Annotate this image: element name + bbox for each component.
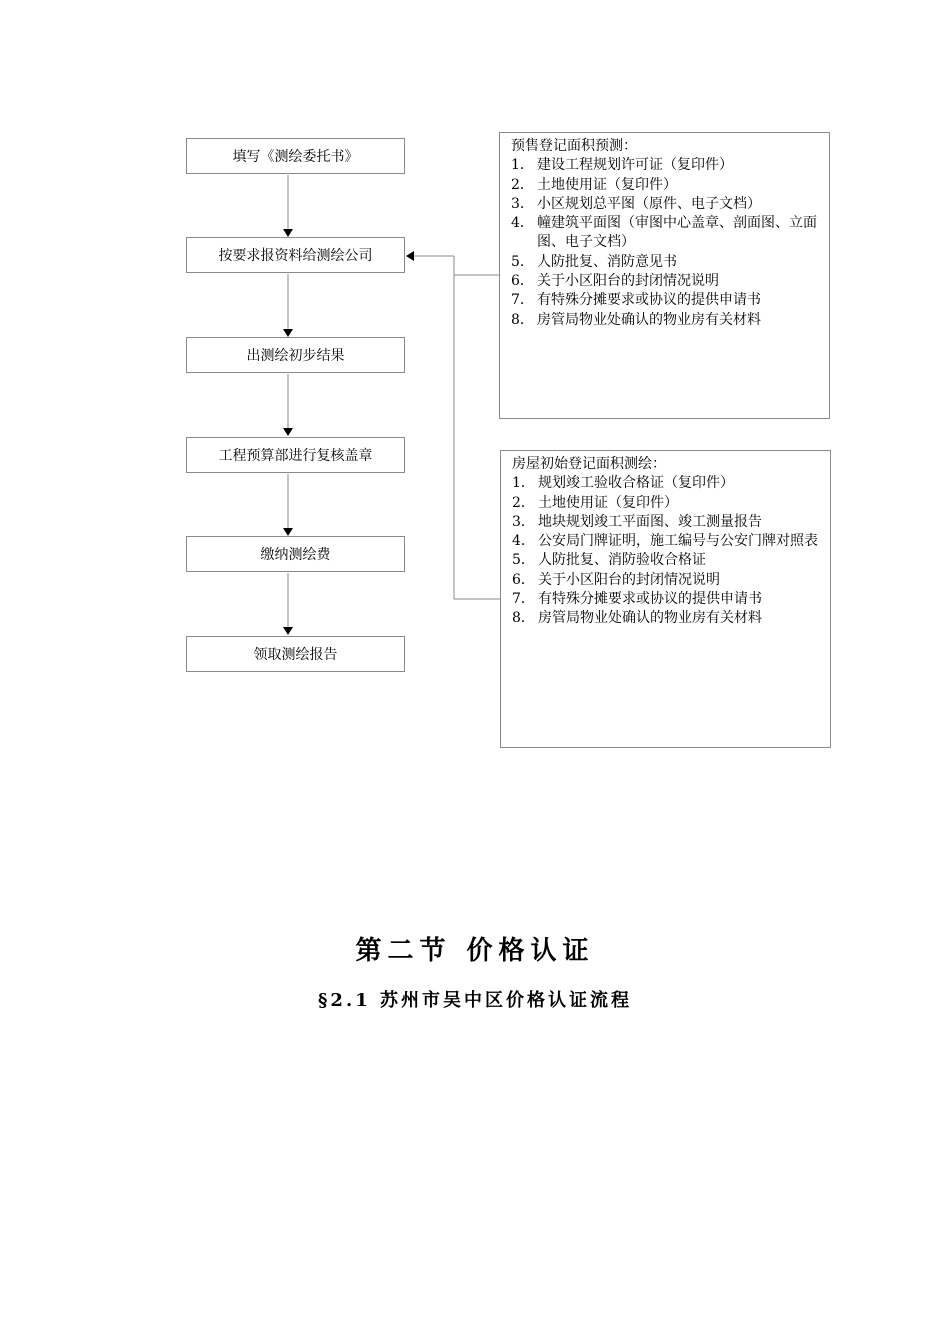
connector-presale-box <box>454 256 500 275</box>
item-number: 6． <box>511 273 534 290</box>
list-item <box>511 214 819 253</box>
list-item <box>512 494 820 513</box>
item-number: 4． <box>512 533 535 550</box>
list-item <box>512 474 820 493</box>
item-text: 房管局物业处确认的物业房有关材料 <box>537 311 761 328</box>
flow-step-label: 出测绘初步结果 <box>246 348 345 364</box>
list-item <box>512 590 820 609</box>
list-item <box>512 609 820 628</box>
flow-step-fill-form <box>186 138 405 174</box>
flow-step-collect-report <box>186 636 405 672</box>
list-item <box>512 571 820 590</box>
item-number: 3． <box>511 195 534 212</box>
flow-step-pay-fee <box>186 536 405 572</box>
item-text: 有特殊分摊要求或协议的提供申请书 <box>537 292 761 309</box>
box-title: 预售登记面积预测： <box>511 138 637 154</box>
flow-step-label: 按要求报资料给测绘公司 <box>218 248 373 264</box>
subsection-title: §2.1 苏州市吴中区价格认证流程 <box>318 990 632 1011</box>
item-number: 8． <box>512 610 535 627</box>
item-number: 2． <box>511 176 534 193</box>
list-item <box>511 176 819 195</box>
list-item <box>512 513 820 532</box>
presale-requirements-box <box>499 132 830 419</box>
section-title: 第二节 价格认证 <box>355 936 595 966</box>
item-text: 规划竣工验收合格证（复印件） <box>538 475 734 492</box>
list-item <box>512 532 820 551</box>
item-text: 房管局物业处确认的物业房有关材料 <box>538 610 762 627</box>
item-text: 地块规划竣工平面图、竣工测量报告 <box>538 513 762 530</box>
flow-step-preliminary-result <box>186 337 405 373</box>
item-text: 有特殊分摊要求或协议的提供申请书 <box>538 591 762 608</box>
flow-step-review-stamp <box>186 437 405 473</box>
flow-step-submit-materials <box>186 237 405 273</box>
item-text: 人防批复、消防验收合格证 <box>538 552 706 569</box>
item-number: 3． <box>512 513 535 530</box>
item-number: 1． <box>511 157 534 174</box>
item-text: 关于小区阳台的封闭情况说明 <box>537 273 719 290</box>
list-item <box>511 195 819 214</box>
list-item <box>511 272 819 291</box>
item-number: 6． <box>512 571 535 588</box>
connector-initial-box <box>454 256 501 599</box>
item-number: 7． <box>512 591 535 608</box>
flow-step-label: 领取测绘报告 <box>253 647 338 663</box>
item-text: 人防批复、消防意见书 <box>537 253 677 270</box>
list-item <box>511 311 819 330</box>
initial-registration-box <box>500 450 831 748</box>
item-number: 1． <box>512 475 535 492</box>
item-number: 8． <box>511 311 534 328</box>
item-text: 关于小区阳台的封闭情况说明 <box>538 571 720 588</box>
item-number: 7． <box>511 292 534 309</box>
flow-step-label: 填写《测绘委托书》 <box>232 149 359 165</box>
item-text: 幢建筑平面图（审图中心盖章、剖面图、立面图、电子文档） <box>537 215 817 251</box>
item-text: 小区规划总平图（原件、电子文档） <box>537 195 761 212</box>
item-number: 2． <box>512 494 535 511</box>
list-item <box>511 156 819 175</box>
item-text: 土地使用证（复印件） <box>537 176 677 193</box>
list-item <box>512 551 820 570</box>
item-text: 公安局门牌证明，施工编号与公安门牌对照表 <box>538 533 818 550</box>
item-number: 4． <box>511 215 534 232</box>
item-number: 5． <box>511 253 534 270</box>
box-title: 房屋初始登记面积测绘： <box>512 456 666 472</box>
list-item <box>511 253 819 272</box>
item-text: 土地使用证（复印件） <box>538 494 678 511</box>
flow-step-label: 工程预算部进行复核盖章 <box>218 448 373 464</box>
item-text: 建设工程规划许可证（复印件） <box>537 157 733 174</box>
list-item <box>511 291 819 310</box>
flow-step-label: 缴纳测绘费 <box>260 547 331 563</box>
item-number: 5． <box>512 552 535 569</box>
